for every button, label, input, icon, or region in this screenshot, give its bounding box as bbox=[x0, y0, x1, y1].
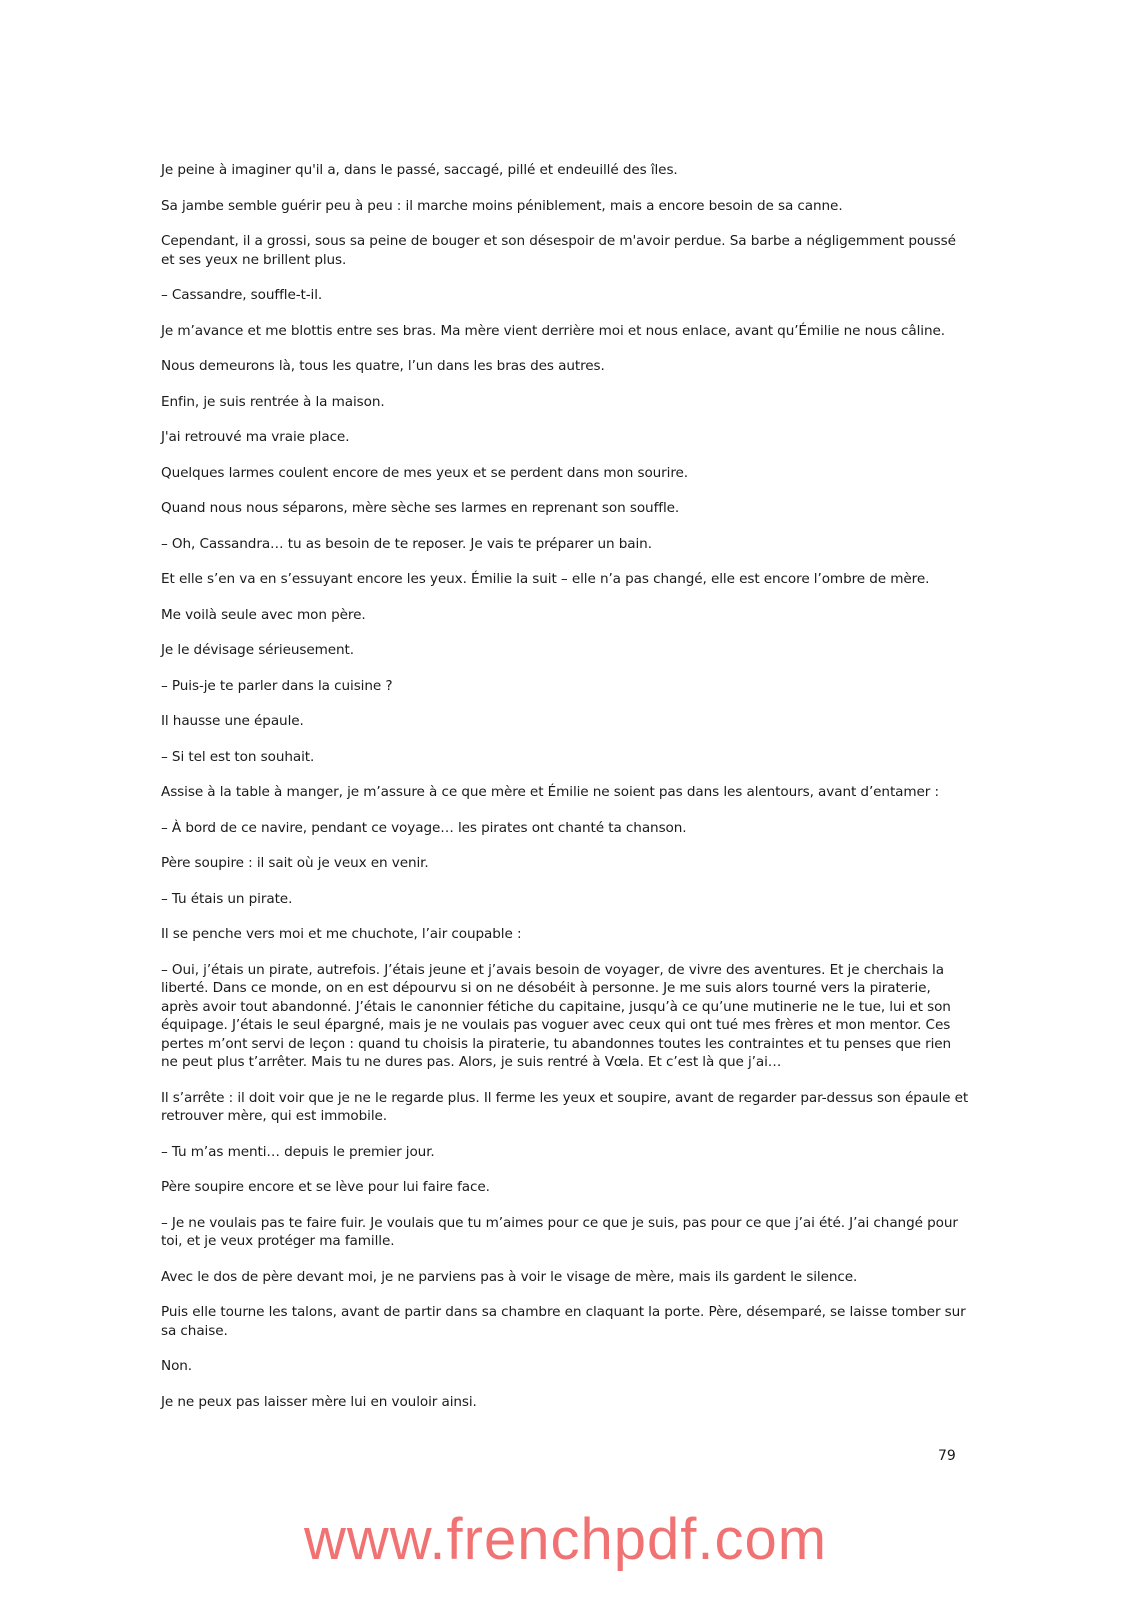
paragraph: – Tu étais un pirate. bbox=[161, 890, 293, 907]
paragraph: – Tu m’as menti… depuis le premier jour. bbox=[161, 1143, 435, 1160]
paragraph: Quand nous nous séparons, mère sèche ses larmes en reprenant son souffle. bbox=[161, 500, 680, 516]
paragraph: Je ne peux pas laisser mère lui en vouloir ainsi. bbox=[161, 1393, 477, 1410]
paragraph: Nous demeurons là, tous les quatre, l’un dans les bras des autres. bbox=[161, 358, 605, 374]
paragraph: Je peine à imaginer qu'il a, dans le passé, saccagé, pillé et endeuillé des îles. bbox=[161, 162, 678, 178]
watermark-link[interactable]: www.frenchpdf.com bbox=[303, 1507, 828, 1572]
page-number: 79 bbox=[938, 1448, 956, 1464]
paragraph: Et elle s’en va en s’essuyant encore les yeux. Émilie la suit – elle n’a pas changé, elle est encore l’ombre de mère. bbox=[161, 571, 930, 587]
paragraph: Je le dévisage sérieusement. bbox=[161, 642, 355, 658]
paragraph: Père soupire encore et se lève pour lui faire face. bbox=[161, 1179, 490, 1195]
paragraph: – À bord de ce navire, pendant ce voyage… les pirates ont chanté ta chanson. bbox=[161, 819, 687, 836]
paragraph: Assise à la table à manger, je m’assure à ce que mère et Émilie ne soient pas dans les alentours, avant d’entamer : bbox=[161, 784, 939, 800]
paragraph: Il s’arrête : il doit voir que je ne le regarde plus. Il ferme les yeux et soupire, avant de regarder par-dessus son épaule et retrouver mère, qui est immobile. bbox=[161, 1089, 969, 1124]
page-body bbox=[161, 161, 971, 1428]
paragraph: Quelques larmes coulent encore de mes yeux et se perdent dans mon sourire. bbox=[161, 464, 689, 481]
paragraph: – Oui, j’étais un pirate, autrefois. J’étais jeune et j’avais besoin de voyager, de vivre des aventures. Et je cherchais la liberté. Dans ce monde, on en est dépourvu si on ne désobéit à personne. Je me suis alors tourné vers la piraterie, après avoir tout abandonné. J’étais le canonnier fétiche du capitaine, jusqu’à ce qu’une mutinerie ne le tue, lui et son équipage. J’étais le seul épargné, mais je ne voulais pas voguer avec ceux qui ont tué mes frères et mon mentor. Ces pertes m’ont servi de leçon : quand tu choisis la piraterie, tu abandonnes toutes les contraintes et tu penses que rien ne peut plus t’arrêter. Mais tu ne dures pas. Alors, je suis rentré à Vœla. Et c’est là que j’ai… bbox=[161, 961, 952, 1070]
paragraph: Avec le dos de père devant moi, je ne parviens pas à voir le visage de mère, mais ils gardent le silence. bbox=[161, 1268, 858, 1285]
paragraph: Me voilà seule avec mon père. bbox=[161, 606, 366, 623]
paragraph: – Cassandre, souffle-t-il. bbox=[161, 287, 323, 303]
paragraph: Cependant, il a grossi, sous sa peine de bouger et son désespoir de m'avoir perdue. Sa barbe a négligemment poussé et ses yeux ne brillent plus. bbox=[161, 233, 956, 268]
paragraph: J'ai retrouvé ma vraie place. bbox=[161, 429, 350, 445]
paragraph: – Oh, Cassandra… tu as besoin de te reposer. Je vais te préparer un bain. bbox=[161, 535, 652, 552]
paragraph: – Si tel est ton souhait. bbox=[161, 748, 315, 765]
paragraph: Père soupire : il sait où je veux en venir. bbox=[161, 855, 429, 871]
paragraph: – Je ne voulais pas te faire fuir. Je voulais que tu m’aimes pour ce que je suis, pas pour ce que j’ai été. J’ai changé pour toi, et je veux protéger ma famille. bbox=[161, 1214, 958, 1249]
paragraph: Non. bbox=[161, 1358, 193, 1374]
paragraph: Je m’avance et me blottis entre ses bras. Ma mère vient derrière moi et nous enlace, avant qu’Émilie ne nous câline. bbox=[161, 322, 945, 339]
paragraph: – Puis-je te parler dans la cuisine ? bbox=[161, 677, 393, 694]
paragraph: Enfin, je suis rentrée à la maison. bbox=[161, 393, 385, 410]
paragraph: Puis elle tourne les talons, avant de partir dans sa chambre en claquant la porte. Père, désemparé, se laisse tomber sur sa chaise. bbox=[161, 1304, 966, 1339]
paragraph: Il hausse une épaule. bbox=[161, 713, 304, 729]
paragraph: Sa jambe semble guérir peu à peu : il marche moins péniblement, mais a encore besoin de sa canne. bbox=[161, 197, 843, 214]
paragraph: Il se penche vers moi et me chuchote, l’air coupable : bbox=[161, 926, 522, 942]
